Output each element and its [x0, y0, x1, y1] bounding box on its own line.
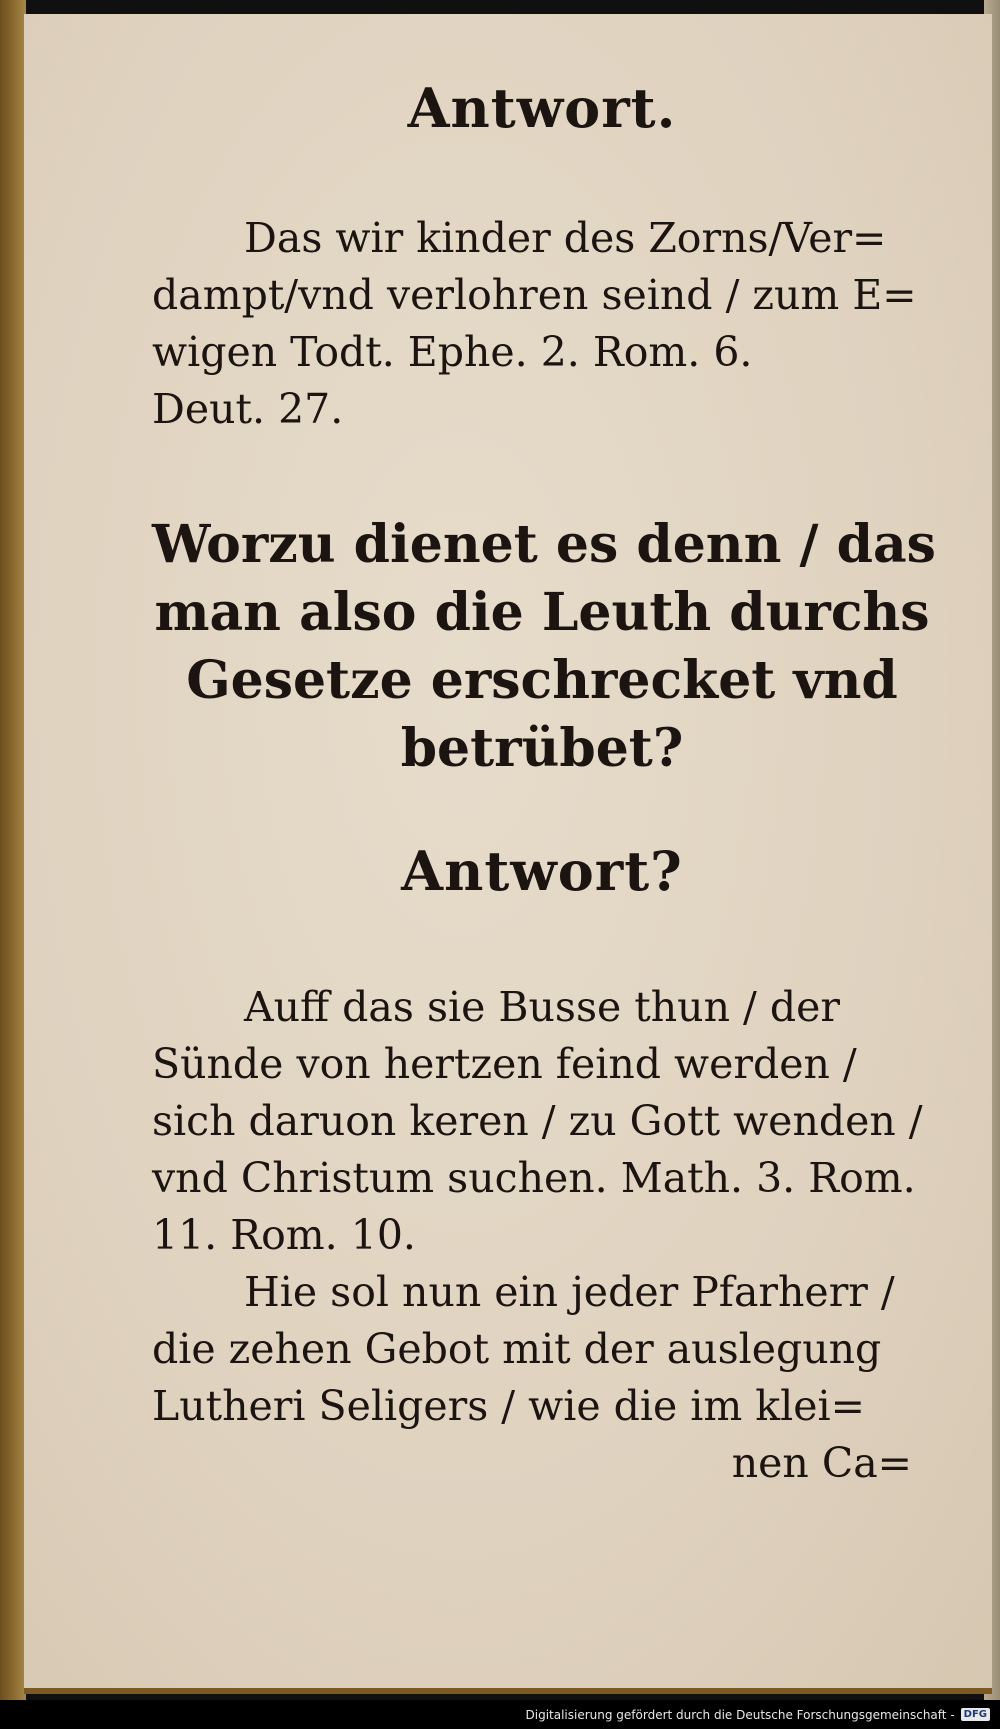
- text-line: Das wir kinder des Zorns/Ver=: [244, 214, 887, 262]
- text-line: Auff das sie Busse thun / der: [244, 983, 840, 1031]
- text-line: vnd Christum suchen. Math. 3. Rom.: [152, 1154, 916, 1202]
- text-line: Hie sol nun ein jeder Pfarherr /: [244, 1268, 895, 1316]
- text-line: Lutheri Seligers / wie die im klei=: [152, 1382, 865, 1430]
- book-page: [24, 14, 992, 1694]
- text-line: Sünde von hertzen feind werden /: [152, 1040, 857, 1088]
- digitization-footer: [0, 1700, 1000, 1729]
- answer-paragraph: [152, 210, 917, 438]
- answer-heading-2: Antwort?: [401, 839, 683, 903]
- dfg-logo-icon: DFG: [961, 1708, 990, 1721]
- question-line: Worzu dienet es denn / das: [152, 514, 936, 575]
- question-heading: [152, 511, 936, 783]
- question-line: man also die Leuth durchs: [154, 582, 930, 643]
- book-binding-edge: [0, 0, 26, 1700]
- text-line: 11. Rom. 10.: [152, 1211, 416, 1259]
- question-line: betrübet?: [400, 718, 684, 779]
- question-line: Gesetze erschrecket vnd: [186, 650, 898, 711]
- answer-paragraph-2: [152, 979, 923, 1492]
- answer-heading: Antwort.: [407, 76, 677, 140]
- catchword: nen Ca=: [731, 1439, 912, 1487]
- text-line: sich daruon keren / zu Gott wenden /: [152, 1097, 923, 1145]
- text-line: dampt/vnd verlohren seind / zum E=: [152, 271, 917, 319]
- text-line: wigen Todt. Ephe. 2. Rom. 6.: [152, 328, 753, 376]
- text-line: die zehen Gebot mit der auslegung: [152, 1325, 882, 1373]
- text-line: Deut. 27.: [152, 385, 344, 433]
- footer-credit: Digitalisierung gefördert durch die Deutsche Forschungsgemeinschaft -: [525, 1707, 955, 1722]
